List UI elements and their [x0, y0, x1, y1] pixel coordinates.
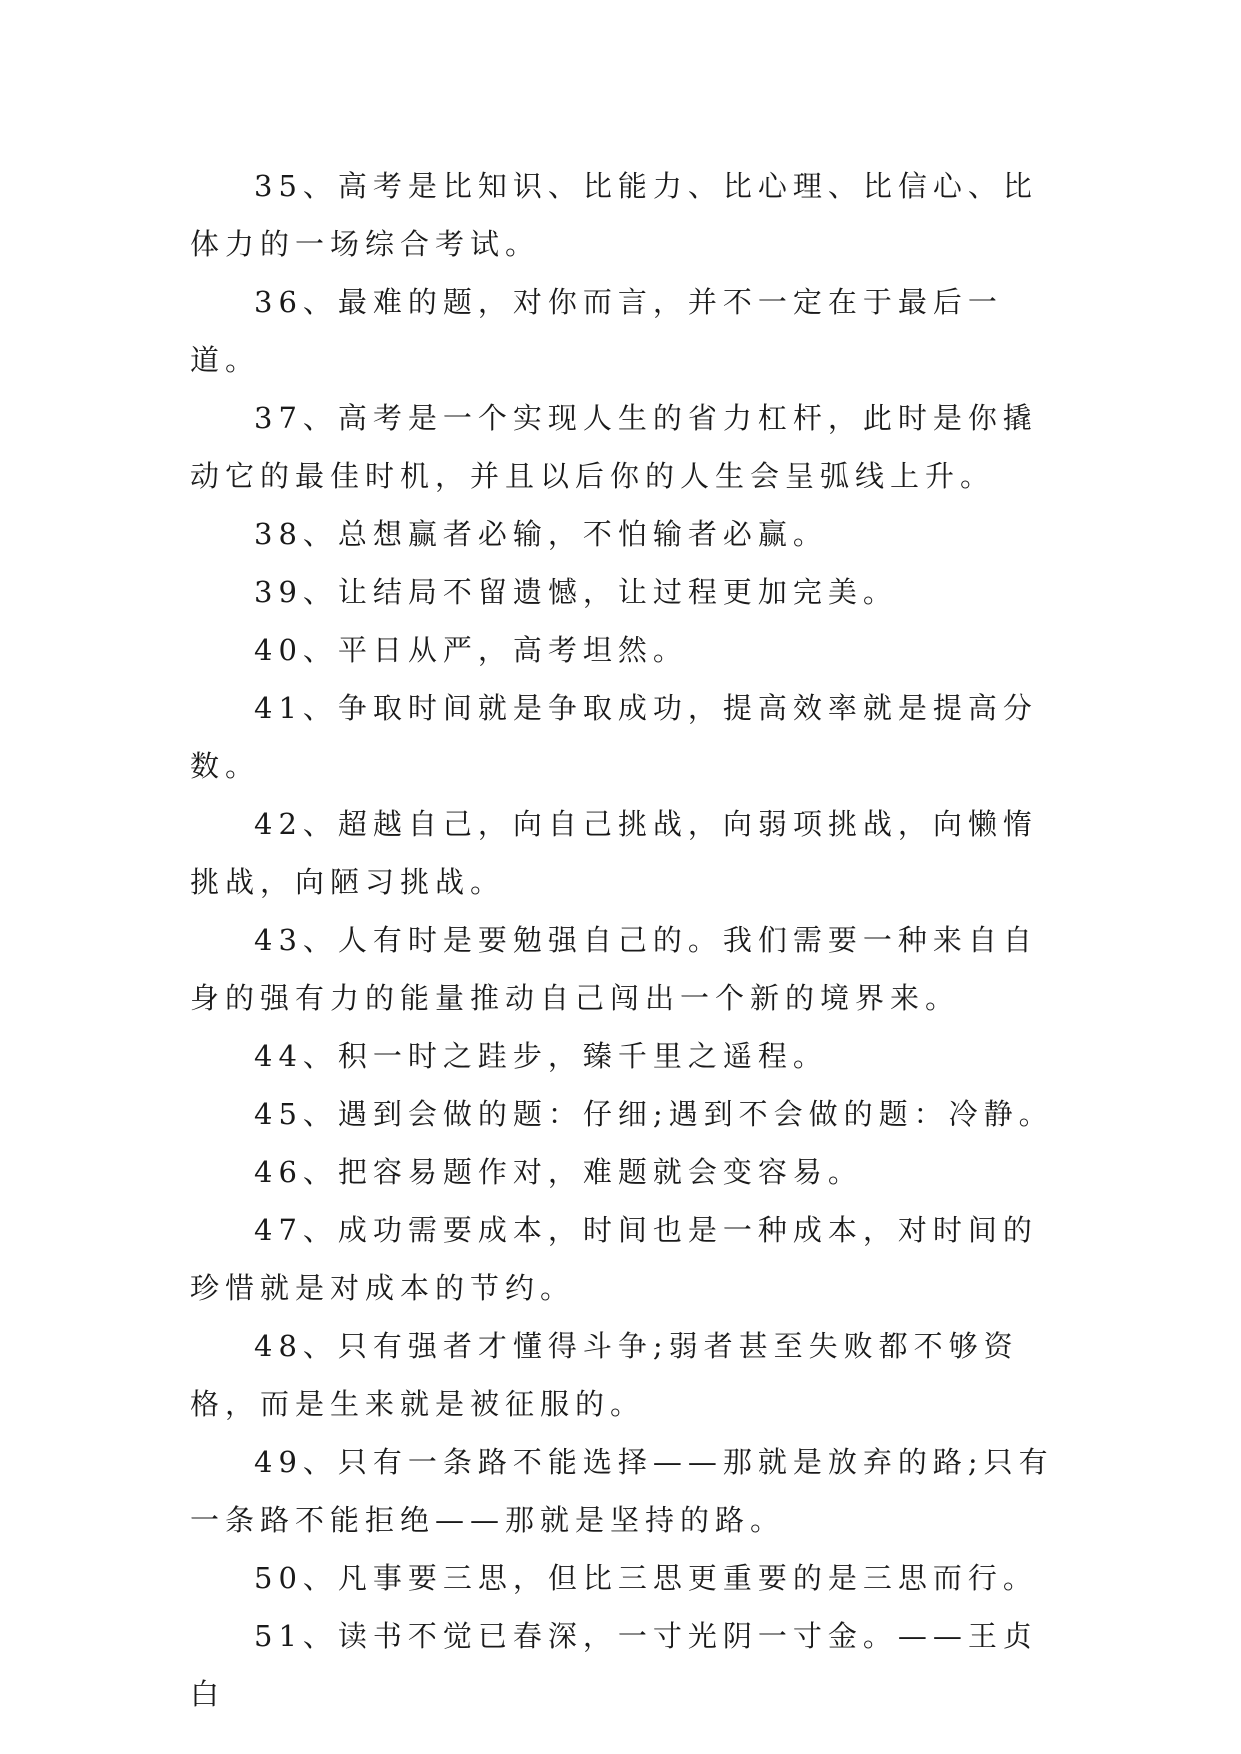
paragraph: 50、凡事要三思，但比三思更重要的是三思而行。	[254, 1561, 1038, 1595]
paragraph: 44、积一时之跬步，臻千里之遥程。	[254, 1039, 828, 1073]
paragraph: 38、总想赢者必输，不怕输者必赢。	[254, 517, 828, 551]
paragraph: 47、成功需要成本，时间也是一种成本，对时间的珍惜就是对成本的节约。	[190, 1213, 1038, 1305]
paragraph: 45、遇到会做的题：仔细;遇到不会做的题：冷静。	[254, 1097, 1054, 1131]
paragraph: 42、超越自己，向自己挑战，向弱项挑战，向懒惰挑战，向陋习挑战。	[190, 807, 1038, 899]
paragraph: 36、最难的题，对你而言，并不一定在于最后一道。	[190, 285, 1003, 377]
document-body	[190, 157, 1070, 1723]
paragraph: 39、让结局不留遗憾，让过程更加完美。	[254, 575, 898, 609]
paragraph: 37、高考是一个实现人生的省力杠杆，此时是你撬动它的最佳时机，并且以后你的人生会呈弧线上升。	[190, 401, 1038, 493]
paragraph: 49、只有一条路不能选择——那就是放弃的路;只有一条路不能拒绝——那就是坚持的路。	[190, 1445, 1054, 1537]
paragraph: 35、高考是比知识、比能力、比心理、比信心、比体力的一场综合考试。	[190, 169, 1038, 261]
paragraph: 51、读书不觉已春深，一寸光阴一寸金。——王贞白	[190, 1619, 1038, 1711]
paragraph: 48、只有强者才懂得斗争;弱者甚至失败都不够资格，而是生来就是被征服的。	[190, 1329, 1019, 1421]
paragraph: 41、争取时间就是争取成功，提高效率就是提高分数。	[190, 691, 1038, 783]
paragraph: 46、把容易题作对，难题就会变容易。	[254, 1155, 863, 1189]
paragraph: 43、人有时是要勉强自己的。我们需要一种来自自身的强有力的能量推动自己闯出一个新的境界来。	[190, 923, 1038, 1015]
paragraph: 40、平日从严，高考坦然。	[254, 633, 688, 667]
